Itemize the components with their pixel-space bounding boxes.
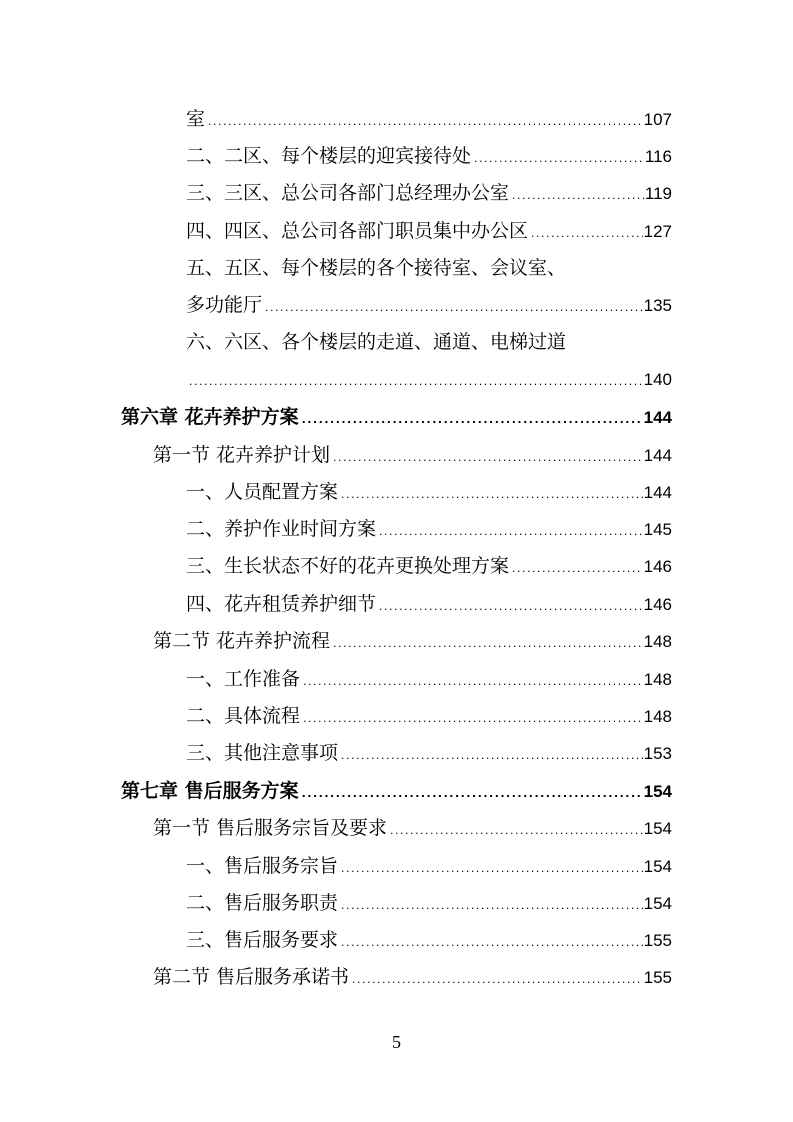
dot-leader: [512, 563, 643, 574]
toc-chapter-title: 第六章 花卉养护方案: [121, 406, 299, 428]
toc-entry-page: 145: [643, 520, 672, 539]
dot-leader: [379, 601, 643, 612]
toc-chapter-title: 第七章 售后服务方案: [121, 780, 299, 802]
toc-entry[interactable]: [186, 184, 672, 203]
dot-leader: [379, 526, 643, 537]
toc-entry-page: 148: [643, 707, 672, 726]
dot-leader: [333, 638, 643, 649]
dot-leader: [512, 190, 644, 201]
toc-entry[interactable]: [186, 557, 672, 576]
toc-entry-page: 140: [643, 370, 672, 389]
toc-entry-title: 二、养护作业时间方案: [186, 518, 377, 540]
toc-section-title: 第一节 售后服务宗旨及要求: [153, 817, 388, 839]
toc-section-page: 154: [643, 819, 672, 838]
dot-leader: [341, 900, 643, 911]
toc-entry-title: 三、售后服务要求: [186, 929, 339, 951]
dot-leader: [302, 788, 643, 799]
toc-entry-title: 一、人员配置方案: [186, 481, 339, 503]
toc-entry-title: 三、三区、总公司各部门总经理办公室: [186, 182, 510, 204]
toc-section-title: 第二节 花卉养护流程: [153, 630, 331, 652]
toc-entry[interactable]: [186, 371, 672, 388]
dot-leader: [208, 116, 643, 127]
toc-entry-title: 二、具体流程: [186, 705, 301, 727]
dot-leader: [302, 414, 643, 425]
toc-entry[interactable]: [186, 707, 672, 726]
toc-entry-page: 119: [644, 184, 672, 203]
toc-entry-page: 154: [643, 894, 672, 913]
dot-leader: [341, 750, 643, 761]
dot-leader: [265, 302, 643, 313]
toc-section[interactable]: [153, 968, 672, 987]
dot-leader: [341, 937, 643, 948]
toc-entry-page: 127: [643, 222, 672, 241]
toc-entry-title: 多功能厅: [186, 294, 263, 316]
toc-entry-title: 三、其他注意事项: [186, 742, 339, 764]
toc-entry-page: 146: [643, 557, 672, 576]
toc-entry-title: 一、售后服务宗旨: [186, 855, 339, 877]
dot-leader: [352, 974, 643, 985]
toc-entry[interactable]: [186, 595, 672, 614]
toc-section-page: 155: [643, 968, 672, 987]
toc-chapter-page: 154: [643, 782, 672, 801]
dot-leader: [189, 376, 643, 387]
toc-chapter[interactable]: [121, 408, 672, 427]
toc-entry-title: 四、四区、总公司各部门职员集中办公区: [186, 220, 529, 242]
toc-entry-page: 107: [643, 110, 672, 129]
toc-entry[interactable]: [186, 894, 672, 913]
toc-entry[interactable]: [186, 931, 672, 950]
dot-leader: [341, 863, 643, 874]
toc-entry[interactable]: [186, 147, 672, 166]
dot-leader: [474, 153, 644, 164]
toc-section-title: 第一节 花卉养护计划: [153, 444, 331, 466]
toc-entry-title: 二、二区、每个楼层的迎宾接待处: [186, 145, 472, 167]
toc-entry[interactable]: [186, 110, 672, 129]
toc-entry-wrapped-line[interactable]: [186, 333, 672, 352]
toc-entry[interactable]: [186, 296, 672, 315]
toc-section[interactable]: [153, 632, 672, 651]
toc-entry[interactable]: [186, 670, 672, 689]
toc-entry-title: 四、花卉租赁养护细节: [186, 593, 377, 615]
dot-leader: [303, 713, 643, 724]
toc-section-page: 144: [643, 446, 672, 465]
toc-entry-title: 五、五区、每个楼层的各个接待室、会议室、: [186, 257, 567, 279]
toc-entry-page: 148: [643, 670, 672, 689]
toc-section[interactable]: [153, 819, 672, 838]
toc-entry[interactable]: [186, 520, 672, 539]
toc-entry-page: 116: [644, 147, 672, 166]
dot-leader: [390, 825, 643, 836]
toc-entry-title: 室: [186, 108, 206, 130]
dot-leader: [333, 452, 643, 463]
toc-entry-title: 三、生长状态不好的花卉更换处理方案: [186, 555, 510, 577]
toc-entry-title: 二、售后服务职责: [186, 892, 339, 914]
dot-leader: [341, 489, 643, 500]
toc-entry-page: 144: [643, 483, 672, 502]
toc-entry-page: 154: [643, 857, 672, 876]
toc-entry-wrapped-line[interactable]: [186, 259, 672, 278]
toc-section-title: 第二节 售后服务承诺书: [153, 966, 350, 988]
toc-entry[interactable]: [186, 744, 672, 763]
toc-entry-page: 135: [643, 296, 672, 315]
toc-entry-title: 六、六区、各个楼层的走道、通道、电梯过道: [186, 331, 567, 353]
toc-entry-page: 155: [643, 931, 672, 950]
toc-entry[interactable]: [186, 483, 672, 502]
toc-chapter[interactable]: [121, 782, 672, 801]
toc-entry-page: 146: [643, 595, 672, 614]
page-number: 5: [392, 1032, 401, 1052]
toc-entry[interactable]: [186, 222, 672, 241]
dot-leader: [303, 676, 643, 687]
toc-entry[interactable]: [186, 857, 672, 876]
toc-section-page: 148: [643, 632, 672, 651]
toc-entry-page: 153: [643, 744, 672, 763]
toc-chapter-page: 144: [643, 408, 672, 427]
toc-section[interactable]: [153, 446, 672, 465]
dot-leader: [531, 228, 643, 239]
toc-entry-title: 一、工作准备: [186, 668, 301, 690]
